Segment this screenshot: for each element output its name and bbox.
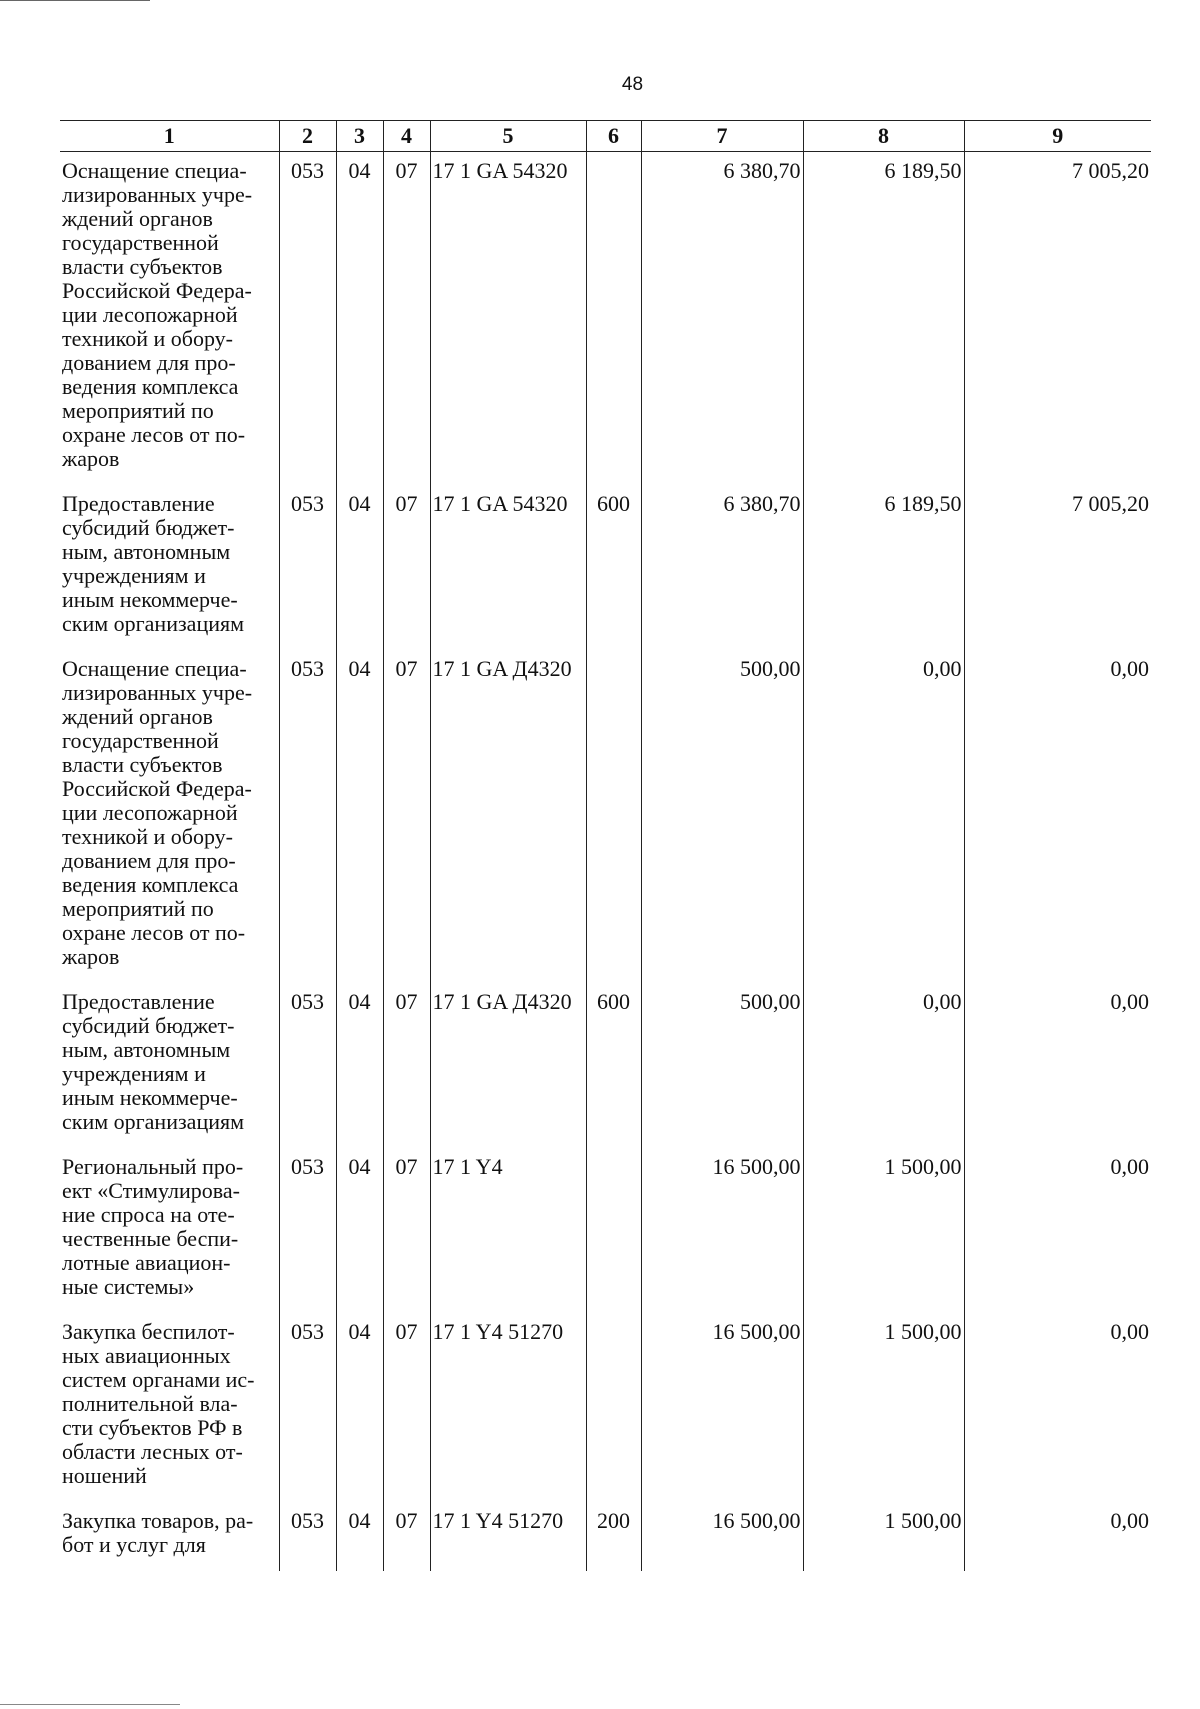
item-name-line: Предоставление [62,491,215,516]
item-name-line: полнительной вла- [62,1391,238,1416]
item-name-line: ским организациям [62,611,245,636]
header-col-4: 4 [383,121,430,152]
cell-expense-type: 600 [586,485,641,650]
cell-amount-year3: 7 005,20 [964,152,1151,486]
cell-section: 04 [336,650,383,983]
item-name-line: Закупка товаров, ра- [62,1508,254,1533]
item-name-line: иным некоммерче- [62,1085,238,1110]
cell-target-article: 17 1 GA Д4320 [430,650,586,983]
cell-target-article: 17 1 Y4 [430,1148,586,1313]
item-name-line: Оснащение специа- [62,158,247,183]
item-name-line: ским организациям [62,1109,245,1134]
table-row [60,983,1151,1148]
cell-amount-year2: 1 500,00 [803,1313,964,1502]
cell-item-name [60,650,279,983]
scan-edge-line [0,1704,180,1705]
cell-target-article: 17 1 GA Д4320 [430,983,586,1148]
cell-expense-type: 200 [586,1502,641,1571]
item-name-line: власти субъектов [62,752,223,777]
cell-amount-year3: 0,00 [964,650,1151,983]
cell-amount-year3: 7 005,20 [964,485,1151,650]
cell-expense-type [586,1148,641,1313]
header-col-6: 6 [586,121,641,152]
item-name-line: систем органами ис- [62,1367,255,1392]
item-name-line: учреждениям и [62,1061,206,1086]
item-name-line: учреждениям и [62,563,206,588]
cell-expense-type [586,650,641,983]
item-name-line: бот и услуг для [62,1532,206,1557]
cell-item-name [60,1148,279,1313]
cell-amount-year1: 16 500,00 [641,1502,803,1571]
table-row [60,485,1151,650]
item-name-line: жаров [62,446,120,471]
cell-item-name [60,485,279,650]
cell-amount-year3: 0,00 [964,1502,1151,1571]
item-name-line: Оснащение специа- [62,656,247,681]
item-name-line: ных авиационных [62,1343,231,1368]
cell-ministry-code: 053 [279,650,336,983]
item-name-line: ждений органов [62,704,213,729]
cell-section: 04 [336,1313,383,1502]
cell-amount-year1: 16 500,00 [641,1148,803,1313]
cell-section: 04 [336,983,383,1148]
cell-expense-type [586,152,641,486]
cell-expense-type [586,1313,641,1502]
item-name-line: дованием для про- [62,848,236,873]
item-name-line: ции лесопожарной [62,800,238,825]
cell-expense-type: 600 [586,983,641,1148]
scan-edge-line [0,0,150,1]
cell-section: 04 [336,1502,383,1571]
cell-section: 04 [336,485,383,650]
cell-amount-year3: 0,00 [964,1148,1151,1313]
item-name-line: охране лесов от по- [62,920,246,945]
cell-amount-year1: 6 380,70 [641,485,803,650]
item-name-line: лизированных учре- [62,680,253,705]
table-row [60,1148,1151,1313]
cell-subsection: 07 [383,1148,430,1313]
header-col-8: 8 [803,121,964,152]
item-name-line: ект «Стимулирова- [62,1178,240,1203]
item-name-line: государственной [62,230,219,255]
item-name-line: субсидий бюджет- [62,515,235,540]
cell-item-name [60,152,279,486]
item-name-line: области лесных от- [62,1439,243,1464]
item-name-line: ции лесопожарной [62,302,238,327]
header-col-5: 5 [430,121,586,152]
cell-target-article: 17 1 GA 54320 [430,485,586,650]
item-name-line: Предоставление [62,989,215,1014]
item-name-line: ные системы» [62,1274,195,1299]
header-row [60,121,1151,152]
header-col-1: 1 [60,121,279,152]
item-name-line: мероприятий по [62,896,214,921]
item-name-line: техникой и обору- [62,326,233,351]
cell-amount-year1: 16 500,00 [641,1313,803,1502]
item-name-line: ние спроса на оте- [62,1202,235,1227]
header-col-9: 9 [964,121,1151,152]
header-col-3: 3 [336,121,383,152]
table-body [60,152,1151,1572]
item-name-line: дованием для про- [62,350,236,375]
item-name-line: ведения комплекса [62,872,239,897]
item-name-line: Региональный про- [62,1154,244,1179]
budget-table [60,120,1151,1571]
item-name-line: ведения комплекса [62,374,239,399]
cell-ministry-code: 053 [279,1313,336,1502]
item-name-line: сти субъектов РФ в [62,1415,243,1440]
cell-amount-year1: 500,00 [641,983,803,1148]
cell-target-article: 17 1 GA 54320 [430,152,586,486]
item-name-line: субсидий бюджет- [62,1013,235,1038]
cell-amount-year2: 1 500,00 [803,1502,964,1571]
cell-amount-year1: 6 380,70 [641,152,803,486]
cell-ministry-code: 053 [279,485,336,650]
item-name-line: Российской Федера- [62,278,252,303]
cell-subsection: 07 [383,1313,430,1502]
item-name-line: Закупка беспилот- [62,1319,235,1344]
cell-subsection: 07 [383,983,430,1148]
table-row [60,650,1151,983]
header-col-7: 7 [641,121,803,152]
cell-amount-year2: 1 500,00 [803,1148,964,1313]
cell-amount-year1: 500,00 [641,650,803,983]
item-name-line: государственной [62,728,219,753]
item-name-line: охране лесов от по- [62,422,246,447]
cell-ministry-code: 053 [279,152,336,486]
item-name-line: лизированных учре- [62,182,253,207]
cell-ministry-code: 053 [279,983,336,1148]
item-name-line: жаров [62,944,120,969]
cell-amount-year3: 0,00 [964,1313,1151,1502]
header-col-2: 2 [279,121,336,152]
item-name-line: ным, автономным [62,1037,231,1062]
item-name-line: техникой и обору- [62,824,233,849]
cell-target-article: 17 1 Y4 51270 [430,1313,586,1502]
table-row [60,152,1151,486]
item-name-line: иным некоммерче- [62,587,238,612]
item-name-line: власти субъектов [62,254,223,279]
cell-section: 04 [336,1148,383,1313]
cell-amount-year3: 0,00 [964,983,1151,1148]
table-row [60,1313,1151,1502]
cell-subsection: 07 [383,152,430,486]
cell-item-name [60,983,279,1148]
cell-amount-year2: 6 189,50 [803,485,964,650]
cell-amount-year2: 0,00 [803,983,964,1148]
page-number: 48 [621,74,644,95]
cell-amount-year2: 0,00 [803,650,964,983]
cell-subsection: 07 [383,650,430,983]
cell-amount-year2: 6 189,50 [803,152,964,486]
cell-subsection: 07 [383,485,430,650]
cell-section: 04 [336,152,383,486]
cell-subsection: 07 [383,1502,430,1571]
cell-ministry-code: 053 [279,1502,336,1571]
item-name-line: Российской Федера- [62,776,252,801]
table-row [60,1502,1151,1571]
cell-target-article: 17 1 Y4 51270 [430,1502,586,1571]
cell-item-name [60,1313,279,1502]
item-name-line: мероприятий по [62,398,214,423]
item-name-line: чественные беспи- [62,1226,239,1251]
cell-ministry-code: 053 [279,1148,336,1313]
cell-item-name [60,1502,279,1571]
item-name-line: ным, автономным [62,539,231,564]
item-name-line: ждений органов [62,206,213,231]
item-name-line: ношений [62,1463,147,1488]
item-name-line: лотные авиацион- [62,1250,231,1275]
